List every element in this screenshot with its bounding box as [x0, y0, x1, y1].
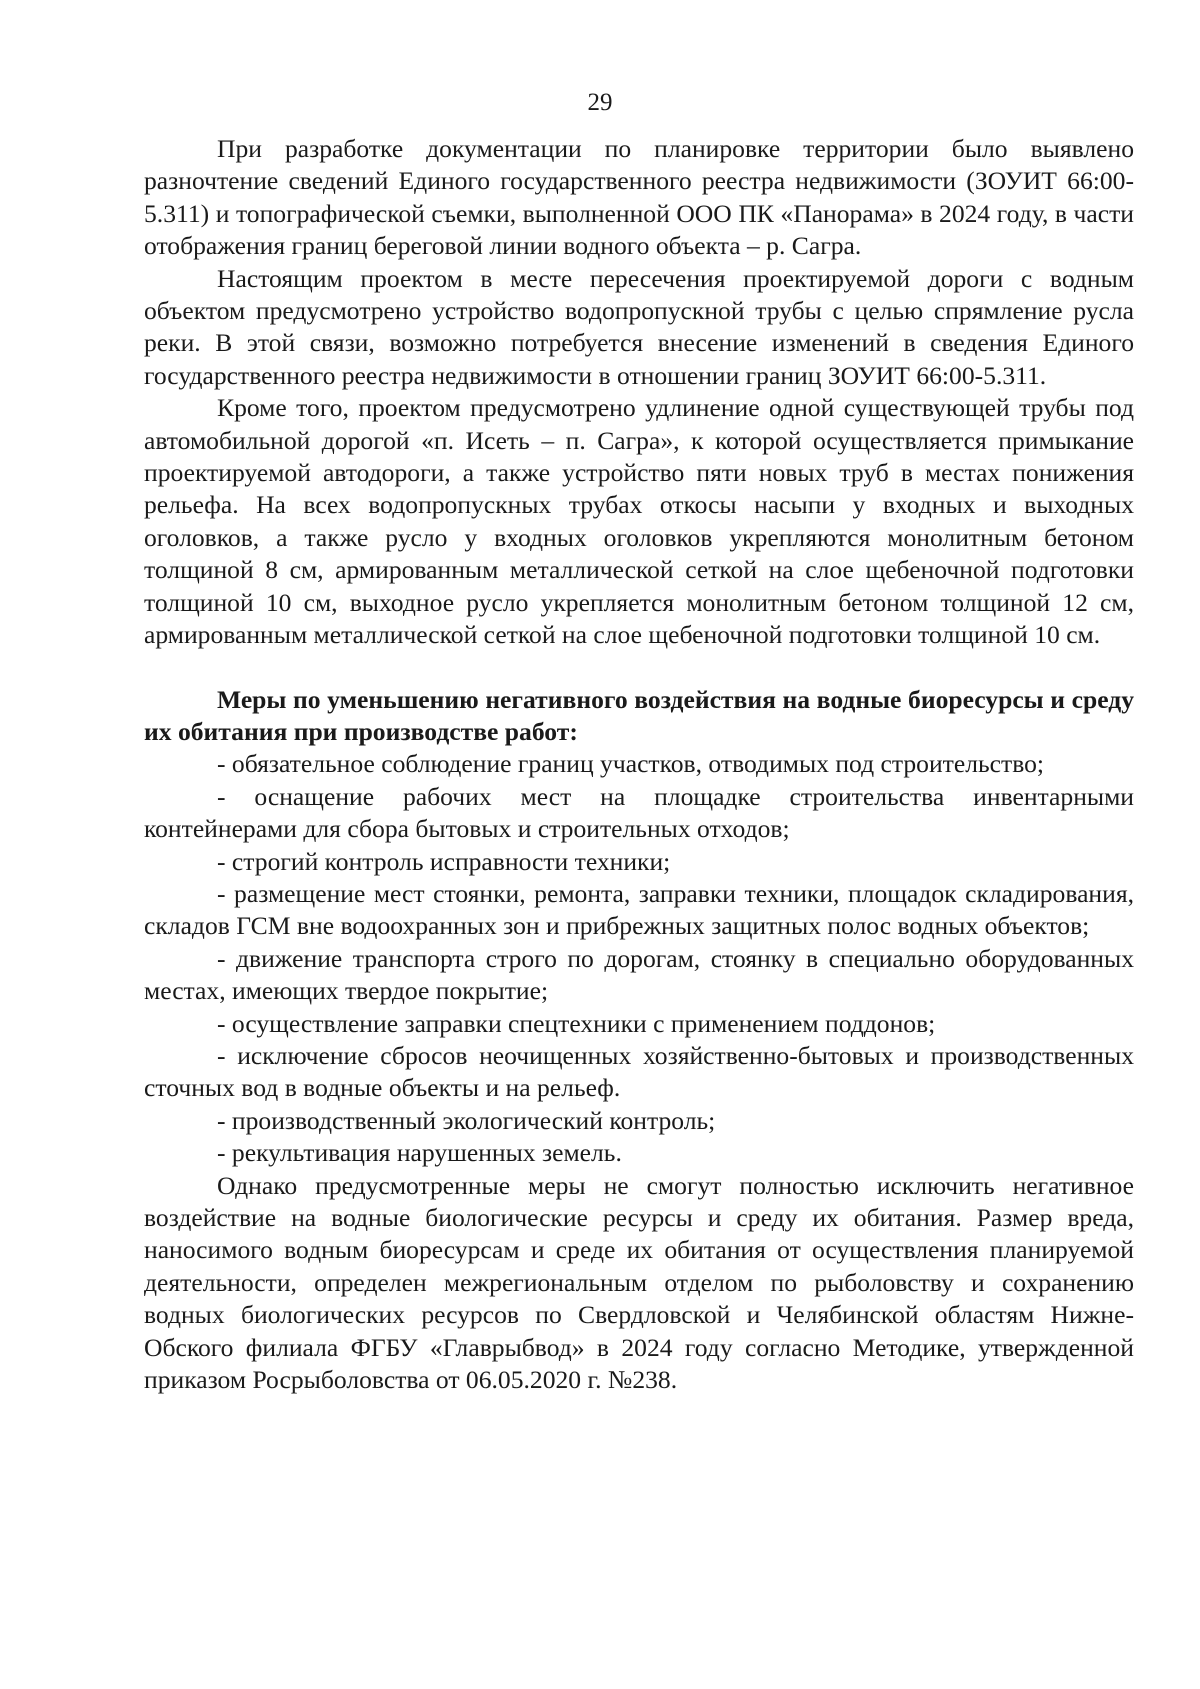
- paragraph-pipes: Кроме того, проектом предусмотрено удлинение одной существующей трубы под автомобильной дорогой «п. Исеть – п. Сагра», к которой осуществляется примыкание проектируемой автодороги, а также устройство пяти новых труб в местах понижения рельефа. На всех водопропускных трубах откосы насыпи у входных и выходных оголовков, а также русло у входных оголовков укрепляются монолитным бетоном толщиной 8 см, армированным металлической сеткой на слое щебеночной подготовки толщиной 10 см, выходное русло укрепляется монолитным бетоном толщиной 12 см, армированным металлической сеткой на слое щебеночной подготовки толщиной 10 см.: [144, 393, 1134, 650]
- measure-item: - осуществление заправки спецтехники с применением поддонов;: [217, 1008, 936, 1038]
- measure-item: - обязательное соблюдение границ участков, отводимых под строительство;: [217, 749, 1045, 779]
- measure-item: - рекультивация нарушенных земель.: [217, 1138, 622, 1168]
- page-number: 29: [587, 89, 613, 116]
- paragraph-conclusion: Однако предусмотренные меры не смогут полностью исключить негативное воздействие на водные биологические ресурсы и среду их обитания. Размер вреда, наносимого водным биоресурсам и среде их обитания от осуществления планируемой деятельности, определен межрегиональным отделом по рыболовству и сохранению водных биологических ресурсов по Свердловской и Челябинской областям Нижне-Обского филиала ФГБУ «Главрыбвод» в 2024 году согласно Методике, утвержденной приказом Росрыболовства от 06.05.2020 г. №238.: [144, 1170, 1134, 1395]
- measure-item: - движение транспорта строго по дорогам, стоянку в специально оборудованных местах, имеющих твердое покрытие;: [144, 943, 1134, 1006]
- measure-item: - исключение сбросов неочищенных хозяйственно-бытовых и производственных сточных вод в водные объекты и на рельеф.: [144, 1040, 1134, 1103]
- paragraph-discrepancy: При разработке документации по планировке территории было выявлено разночтение сведений Единого государственного реестра недвижимости (ЗОУИТ 66:00-5.311) и топографической съемки, выполненной ООО ПК «Панорама» в 2024 году, в части отображения границ береговой линии водного объекта – р. Сагра.: [144, 134, 1134, 261]
- measure-item: - размещение мест стоянки, ремонта, заправки техники, площадок складирования, складов ГСМ вне водоохранных зон и прибрежных защитных полос водных объектов;: [144, 878, 1134, 941]
- section-heading: Меры по уменьшению негативного воздействия на водные биоресурсы и среду их обитания при производстве работ:: [144, 684, 1134, 746]
- measure-item: - производственный экологический контроль;: [217, 1105, 716, 1135]
- measure-item: - оснащение рабочих мест на площадке строительства инвентарными контейнерами для сбора бытовых и строительных отходов;: [144, 781, 1134, 844]
- document-body: [144, 133, 1134, 1396]
- measure-item: - строгий контроль исправности техники;: [217, 846, 671, 876]
- paragraph-culvert: Настоящим проектом в месте пересечения проектируемой дороги с водным объектом предусмотрено устройство водопропускной трубы с целью спрямление русла реки. В этой связи, возможно потребуется внесение изменений в сведения Единого государственного реестра недвижимости в отношении границ ЗОУИТ 66:00-5.311.: [144, 263, 1134, 390]
